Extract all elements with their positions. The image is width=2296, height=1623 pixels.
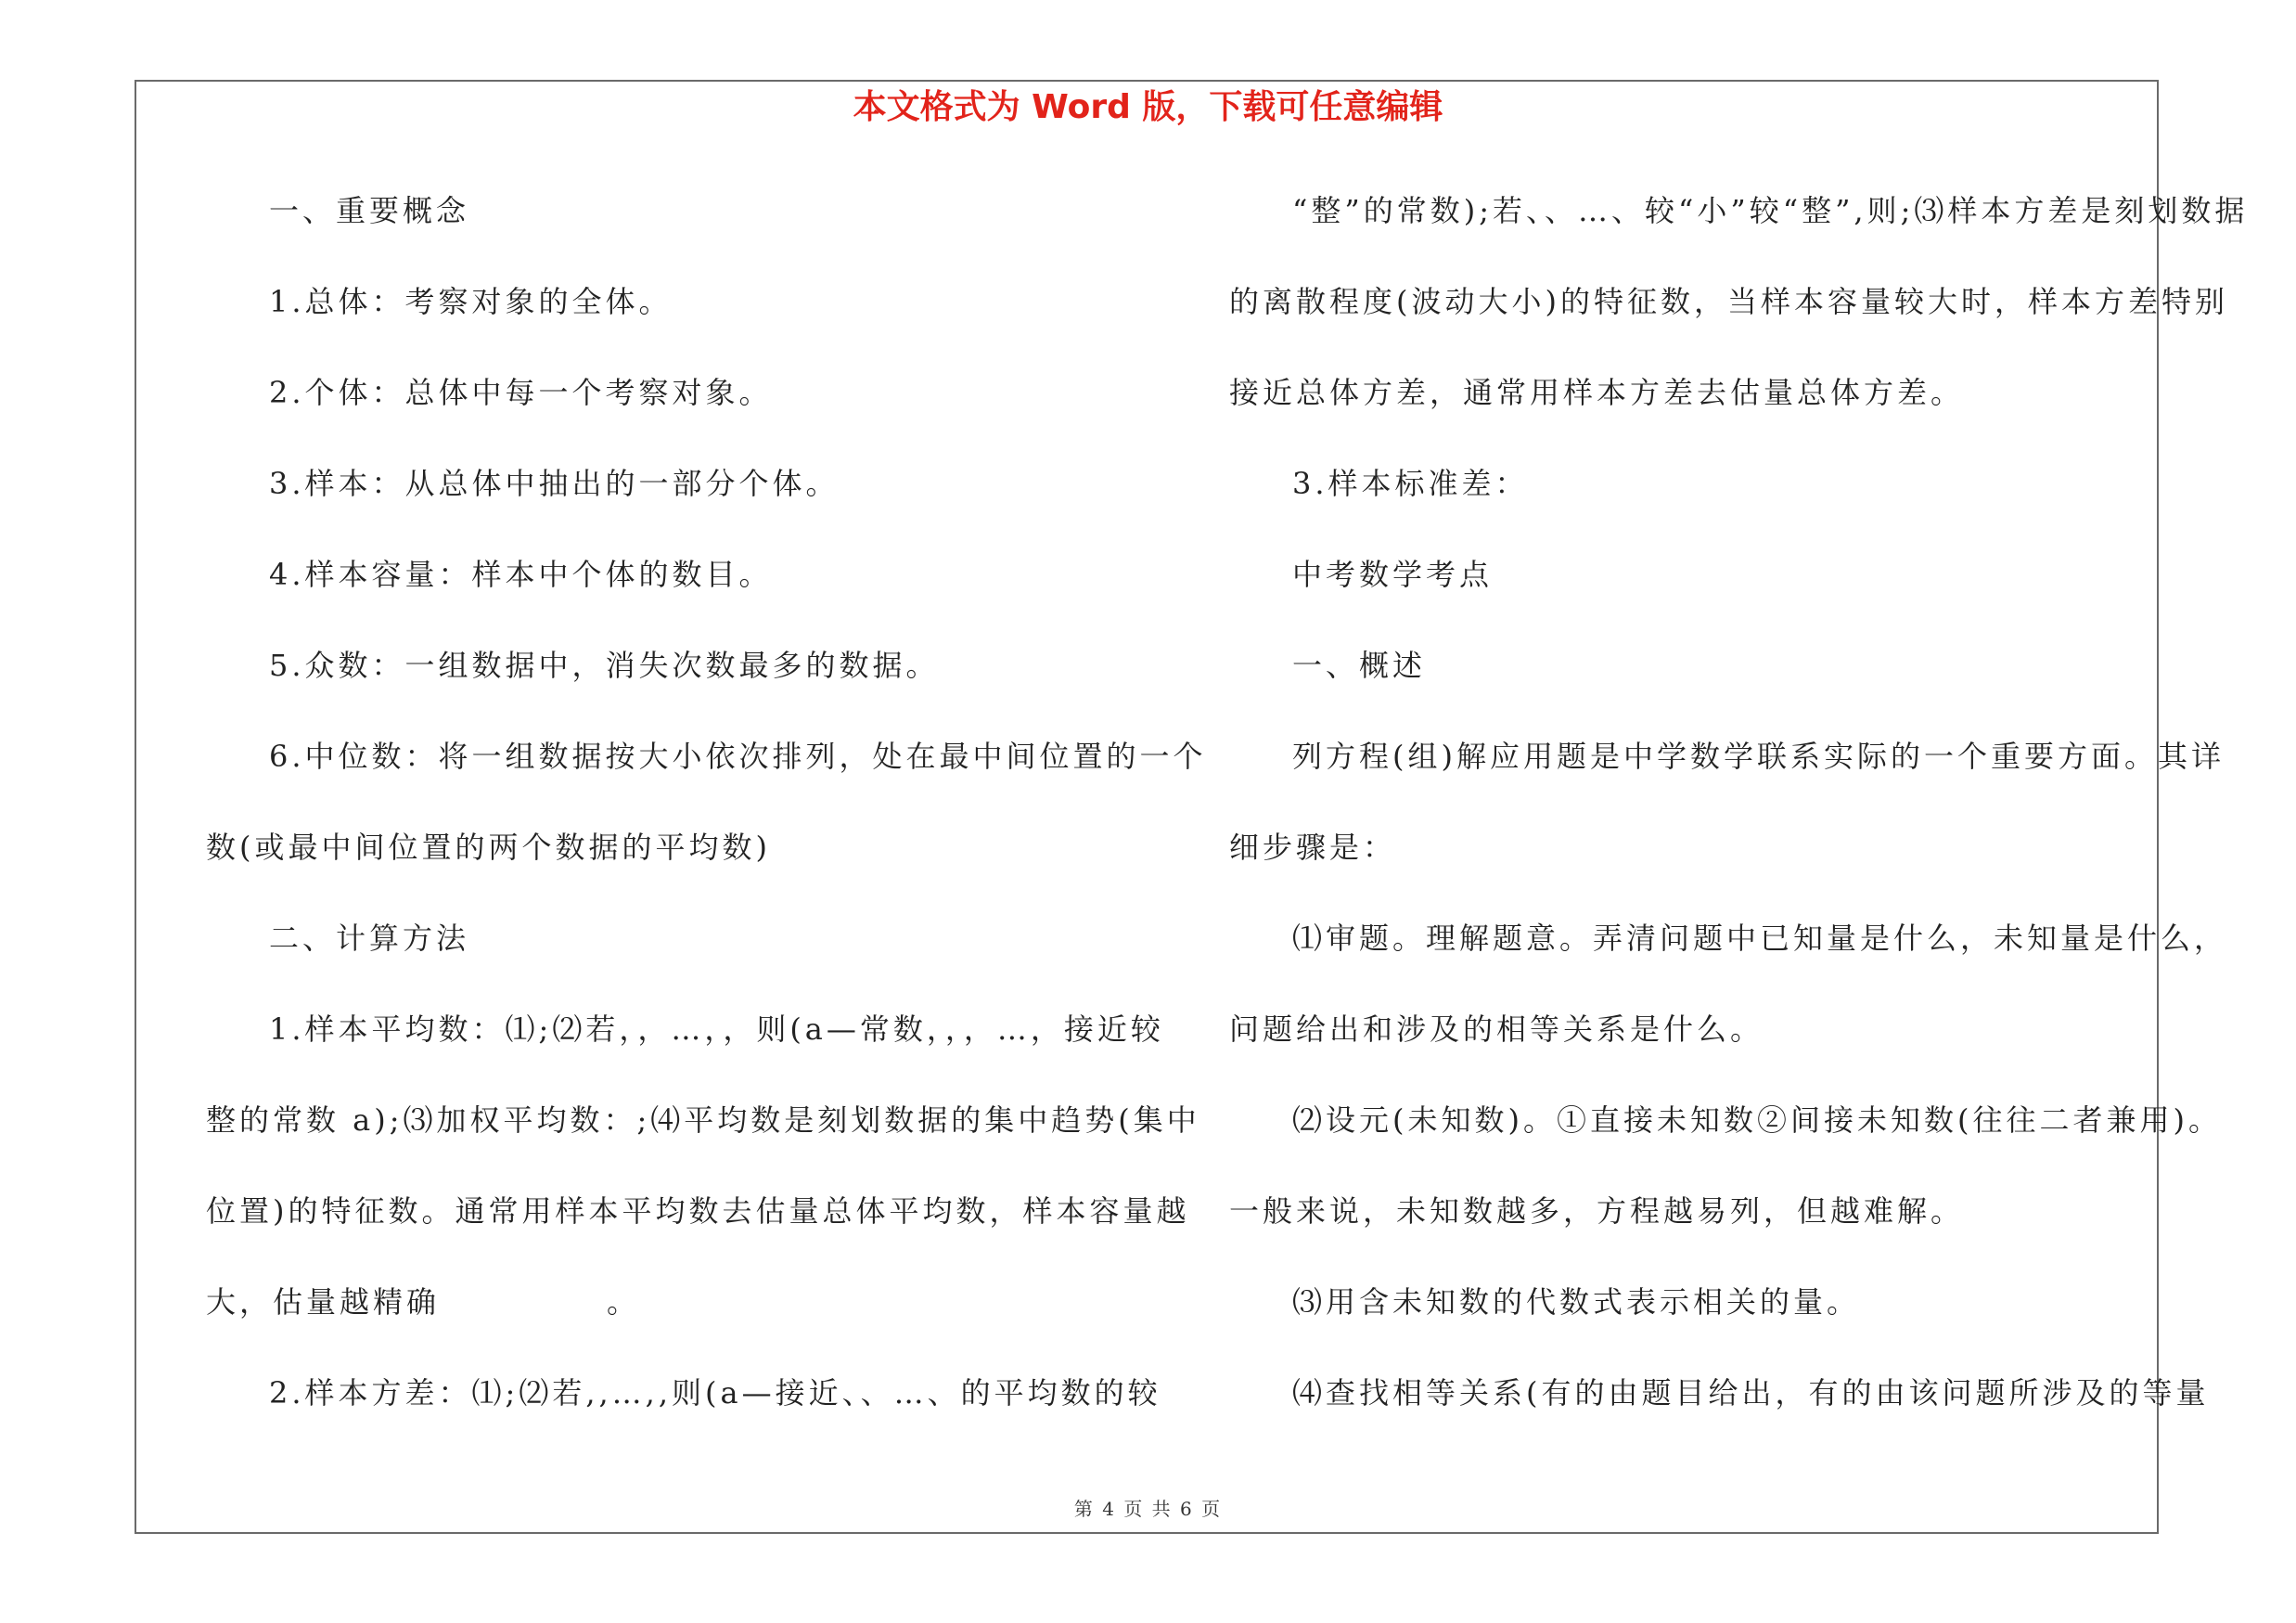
right-column-line-text: ⑵设元(未知数)。①直接未知数②间接未知数(往往二者兼用)。 xyxy=(1292,1102,2222,1138)
left-column-line xyxy=(206,1002,1164,1093)
left-column-line-text: 整的常数 a);⑶加权平均数：;⑷平均数是刻划数据的集中趋势(集中 xyxy=(206,1102,1200,1138)
right-column-line-text: 一般来说，未知数越多，方程越易列，但越难解。 xyxy=(1229,1193,1965,1229)
right-column-line-text: 接近总体方差，通常用样本方差去估量总体方差。 xyxy=(1229,375,1965,410)
left-column-line-text: 2.个体：总体中每一个考察对象。 xyxy=(269,375,773,410)
left-column-line-text: 1.样本平均数：⑴;⑵若，，…，，则(a—常数，，，…，接近较 xyxy=(269,1011,1164,1047)
right-column-line xyxy=(1229,911,2228,1002)
right-column-line xyxy=(1229,1366,2210,1457)
right-column-line xyxy=(1229,1093,2222,1184)
right-column-line-text: 问题给出和涉及的相等关系是什么。 xyxy=(1229,1011,1764,1047)
left-column-line xyxy=(206,275,1143,366)
left-column-line xyxy=(206,547,1143,638)
right-column-line xyxy=(1229,1002,2171,1093)
right-column-line-text: 中考数学考点 xyxy=(1292,557,1494,592)
right-column-line xyxy=(1229,547,2171,638)
left-column-line-text: 一、重要概念 xyxy=(269,193,470,228)
right-column-line xyxy=(1229,729,2225,820)
left-column-line-text: 二、计算方法 xyxy=(269,921,470,956)
page-number-footer: 第 4 页 共 6 页 xyxy=(1073,1498,1223,1520)
left-column-line xyxy=(206,366,1143,457)
left-column-line xyxy=(206,729,1207,820)
left-column-line-text: 4.样本容量：样本中个体的数目。 xyxy=(269,557,773,592)
left-column-line-text: 6.中位数：将一组数据按大小依次排列，处在最中间位置的一个 xyxy=(269,739,1207,774)
right-column-line-text: ⑶用含未知数的代数式表示相关的量。 xyxy=(1292,1284,1861,1320)
left-column-line-text: 位置)的特征数。通常用样本平均数去估量总体平均数，样本容量越 xyxy=(206,1193,1190,1229)
left-column-line xyxy=(206,638,1143,729)
right-column-line xyxy=(1229,1184,2171,1275)
left-column-line-text: 5.众数：一组数据中，消失次数最多的数据。 xyxy=(269,648,940,683)
left-column-line-text: 数(或最中间位置的两个数据的平均数) xyxy=(206,830,771,865)
left-column-line xyxy=(206,457,1143,547)
left-column-line-text: 1.总体：考察对象的全体。 xyxy=(269,284,673,319)
left-column-line xyxy=(206,820,1143,911)
left-column-line-text: 2.样本方差：⑴;⑵若,,…,,则(a—接近、、…、的平均数的较 xyxy=(269,1375,1161,1410)
right-column-line xyxy=(1229,275,2228,366)
left-column-line xyxy=(206,184,1143,275)
left-column-line xyxy=(206,1184,1190,1275)
left-column-line-text: 3.样本：从总体中抽出的一部分个体。 xyxy=(269,466,840,501)
left-column-line xyxy=(206,1275,1143,1366)
right-column-line xyxy=(1229,1275,2171,1366)
right-column-line-text: ⑴审题。理解题意。弄清问题中已知量是什么，未知量是什么， xyxy=(1292,921,2228,956)
left-column-line xyxy=(206,1366,1161,1457)
right-column-line xyxy=(1229,638,2171,729)
left-column-line-tail: 。 xyxy=(607,1284,641,1320)
right-column-line-text: 的离散程度(波动大小)的特征数，当样本容量较大时，样本方差特别 xyxy=(1229,284,2228,319)
right-column-line-text: 一、概述 xyxy=(1292,648,1427,683)
right-column-line xyxy=(1229,820,2171,911)
right-column-line xyxy=(1229,457,2171,547)
left-column-line xyxy=(206,911,1143,1002)
right-column-line-text: “整”的常数);若、、…、较“小”较“整”,则;⑶样本方差是刻划数据 xyxy=(1292,193,2249,228)
editable-notice-banner: 本文格式为 Word 版，下载可任意编辑 xyxy=(853,88,1443,126)
right-column-line-text: 3.样本标准差： xyxy=(1292,466,1529,501)
right-column-line xyxy=(1229,366,2171,457)
left-column-line-text: 大，估量越精确 xyxy=(206,1284,441,1320)
right-column-line-text: 列方程(组)解应用题是中学数学联系实际的一个重要方面。其详 xyxy=(1292,739,2225,774)
right-text-column xyxy=(1229,184,2249,1457)
right-column-line-text: 细步骤是： xyxy=(1229,830,1397,865)
right-column-line xyxy=(1229,184,2249,275)
right-column-line-text: ⑷查找相等关系(有的由题目给出，有的由该问题所涉及的等量 xyxy=(1292,1375,2210,1410)
left-column-line xyxy=(206,1093,1200,1184)
left-text-column xyxy=(206,184,1207,1457)
